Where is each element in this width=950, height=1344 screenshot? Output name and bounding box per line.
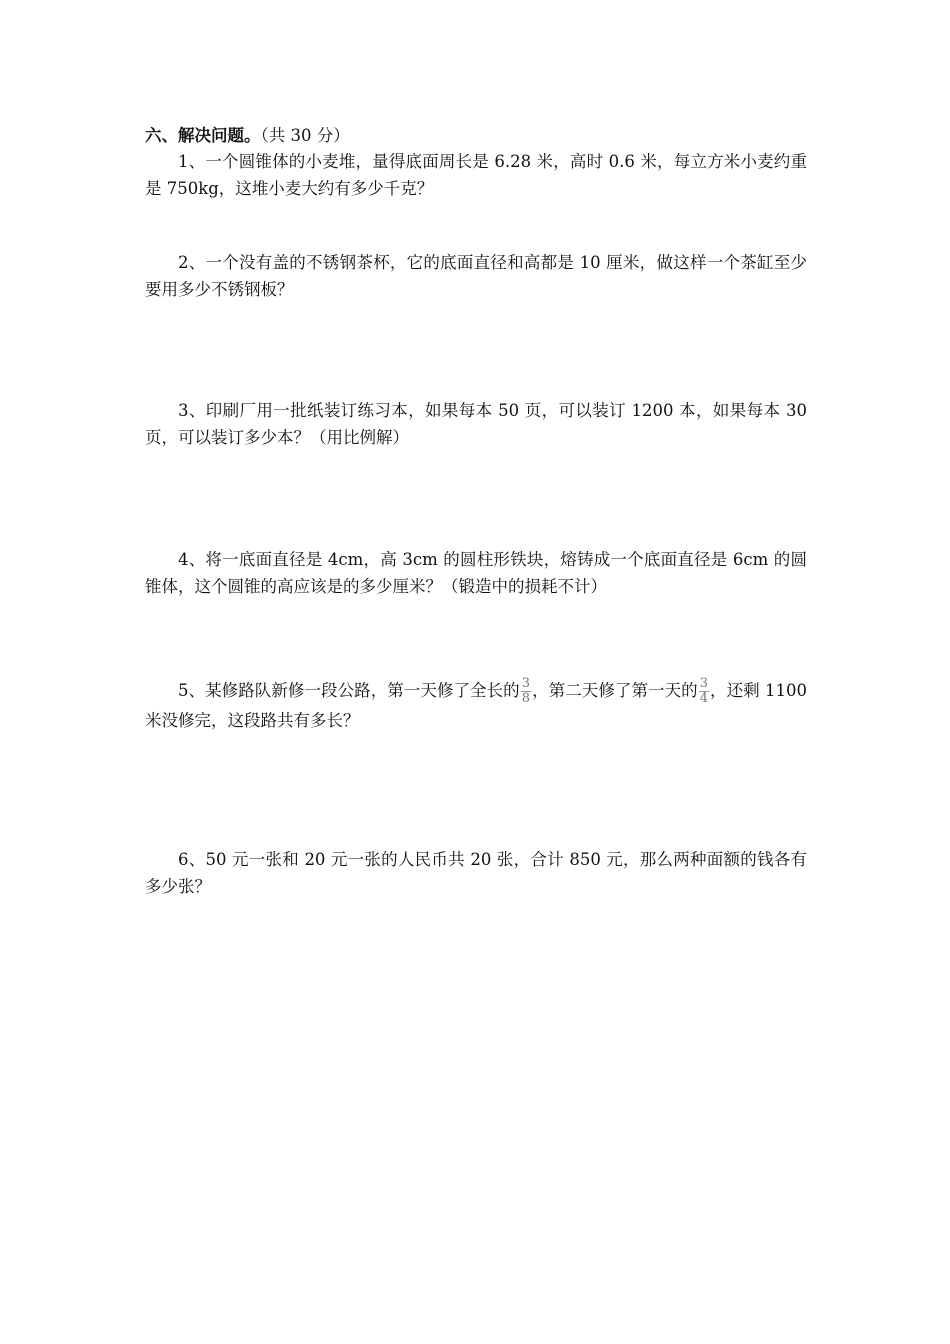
problem-5-text-part2: ，第二天修了第一天的 (532, 681, 698, 700)
problem-5-text-part1: 5、某修路队新修一段公路，第一天修了全长的 (178, 681, 520, 700)
fraction-denominator: 4 (699, 691, 708, 706)
problem-5 (145, 676, 807, 735)
fraction-denominator: 8 (521, 691, 531, 706)
problem-6: 6、50 元一张和 20 元一张的人民币共 20 张，合计 850 元，那么两种面额的钱各有多少张？ (145, 850, 807, 896)
problem-4: 4、将一底面直径是 4cm，高 3cm 的圆柱形铁块，熔铸成一个底面直径是 6cm 的圆锥体，这个圆锥的高应该是的多少厘米？（锻造中的损耗不计） (145, 550, 807, 596)
problem-1: 1、一个圆锥体的小麦堆，量得底面周长是 6.28 米，高时 0.6 米，每立方米小麦约重是 750kg，这堆小麦大约有多少千克？ (145, 152, 807, 198)
fraction-numerator: 3 (699, 676, 708, 691)
fraction-numerator: 3 (521, 676, 531, 691)
problem-3: 3、印刷厂用一批纸装订练习本，如果每本 50 页，可以装订 1200 本，如果每本 30 页，可以装订多少本？（用比例解） (145, 401, 807, 447)
section-score-note: （共 30 分） (260, 126, 350, 145)
fraction-three-eighths (521, 677, 531, 706)
section-title-bold: 六、解决问题。 (145, 126, 261, 145)
section-heading (145, 123, 350, 149)
problem-5-text-part3: ，还剩 1100 米没修完，这段路共有多长？ (145, 681, 808, 730)
problem-2: 2、一个没有盖的不锈钢茶杯，它的底面直径和高都是 10 厘米，做这样一个茶缸至少要用多少不锈钢板？ (145, 253, 807, 299)
fraction-three-quarters (699, 677, 709, 706)
